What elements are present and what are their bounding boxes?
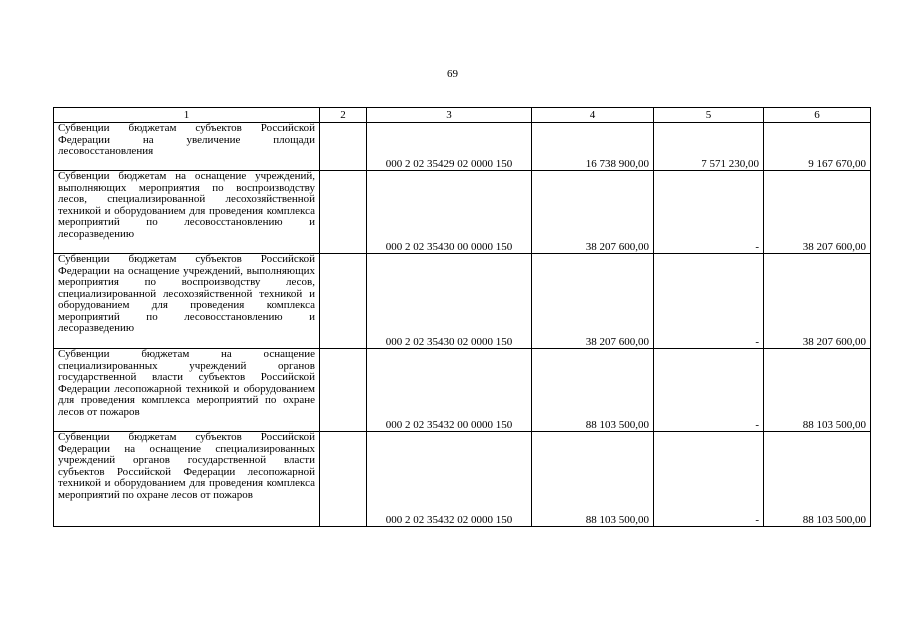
row-value-6: 38 207 600,00 bbox=[764, 171, 871, 254]
row-value-6: 9 167 670,00 bbox=[764, 123, 871, 171]
row-column-2 bbox=[320, 171, 367, 254]
row-value-6: 88 103 500,00 bbox=[764, 349, 871, 432]
table-row bbox=[54, 254, 871, 349]
row-code: 000 2 02 35430 02 0000 150 bbox=[367, 254, 532, 349]
row-value-5: - bbox=[654, 432, 764, 527]
row-description: Субвенции бюджетам на оснащение учреждений, выполняющих мероприятия по воспроизводству лесов, специализированной лесохозяйственной техникой и оборудованием для проведения комплекса мероприятий по лесовосстановлению и лесоразведению bbox=[54, 171, 320, 254]
column-header-1: 1 bbox=[54, 108, 320, 123]
column-header-3: 3 bbox=[367, 108, 532, 123]
row-code: 000 2 02 35429 02 0000 150 bbox=[367, 123, 532, 171]
row-description: Субвенции бюджетам на оснащение специализированных учреждений органов государственной власти субъектов Российской Федерации лесопожарной техникой и оборудованием для проведения комплекса мероприятий по охране лесов от пожаров bbox=[54, 349, 320, 432]
row-code: 000 2 02 35432 00 0000 150 bbox=[367, 349, 532, 432]
column-header-5: 5 bbox=[654, 108, 764, 123]
row-description: Субвенции бюджетам субъектов Российской Федерации на увеличение площади лесовосстановления bbox=[54, 123, 320, 171]
table-row bbox=[54, 171, 871, 254]
page-number: 69 bbox=[447, 68, 458, 80]
row-value-5: - bbox=[654, 171, 764, 254]
column-header-6: 6 bbox=[764, 108, 871, 123]
row-value-4: 88 103 500,00 bbox=[532, 349, 654, 432]
table-row bbox=[54, 123, 871, 171]
table-row bbox=[54, 349, 871, 432]
row-value-6: 88 103 500,00 bbox=[764, 432, 871, 527]
row-description: Субвенции бюджетам субъектов Российской Федерации на оснащение специализированных учреждений органов государственной власти субъектов Российской Федерации лесопожарной техникой и оборудованием для проведения комплекса мероприятий по охране лесов от пожаров bbox=[54, 432, 320, 527]
row-value-5: 7 571 230,00 bbox=[654, 123, 764, 171]
row-description: Субвенции бюджетам субъектов Российской Федерации на оснащение учреждений, выполняющих мероприятия по воспроизводству лесов, специализированной лесохозяйственной техникой и оборудованием для проведения комплекса мероприятий по лесовосстановлению и лесоразведению bbox=[54, 254, 320, 349]
row-code: 000 2 02 35430 00 0000 150 bbox=[367, 171, 532, 254]
row-column-2 bbox=[320, 123, 367, 171]
row-value-5: - bbox=[654, 254, 764, 349]
row-value-4: 16 738 900,00 bbox=[532, 123, 654, 171]
column-header-2: 2 bbox=[320, 108, 367, 123]
budget-table bbox=[53, 107, 871, 527]
row-value-6: 38 207 600,00 bbox=[764, 254, 871, 349]
table-row bbox=[54, 432, 871, 527]
row-column-2 bbox=[320, 432, 367, 527]
row-value-4: 88 103 500,00 bbox=[532, 432, 654, 527]
column-header-4: 4 bbox=[532, 108, 654, 123]
row-value-4: 38 207 600,00 bbox=[532, 254, 654, 349]
row-column-2 bbox=[320, 254, 367, 349]
row-code: 000 2 02 35432 02 0000 150 bbox=[367, 432, 532, 527]
row-column-2 bbox=[320, 349, 367, 432]
row-value-4: 38 207 600,00 bbox=[532, 171, 654, 254]
table-header-row bbox=[54, 108, 871, 123]
row-value-5: - bbox=[654, 349, 764, 432]
